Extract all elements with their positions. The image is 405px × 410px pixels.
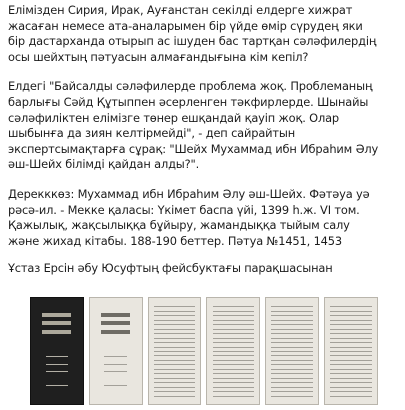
text-line: [271, 333, 312, 334]
text-line: [154, 306, 195, 307]
text-line: [271, 315, 312, 316]
text-line: [154, 347, 195, 348]
text-line: [213, 338, 254, 339]
text-line: [213, 351, 254, 352]
text-line: [271, 311, 312, 312]
text-line: [154, 338, 195, 339]
fatwa-page-3-image[interactable]: [265, 297, 319, 405]
post-paragraph-3: Дерекккөз: Мухаммад ибн Ибраһим Әлу әш-Шейх. Фәтәуа уә рәсә-ил. - Мекке қаласы: Үкімет баспа үйі, 1399 h.ж. VI том. Қажылық, жақсылыққа бұйыру, жамандыққа тыйым салу және жихад кітабы. 188-190 беттер. Пәтуа №1451, 1453: [8, 186, 370, 248]
book-cover-image[interactable]: [30, 297, 84, 405]
text-line: [154, 311, 195, 312]
fatwa-page-1-image[interactable]: [148, 297, 202, 405]
text-line: [271, 391, 312, 392]
text-line: [213, 324, 254, 325]
text-line: [213, 360, 254, 361]
text-line: [330, 355, 371, 356]
text-line: [213, 333, 254, 334]
text-line: [154, 373, 195, 374]
text-line: [330, 306, 371, 307]
text-line: [213, 329, 254, 330]
text-line: [271, 306, 312, 307]
text-line: [213, 311, 254, 312]
text-line: [154, 391, 195, 392]
text-line: [213, 347, 254, 348]
text-line: [213, 364, 254, 365]
title-marking: [42, 330, 71, 334]
text-line: [46, 385, 69, 386]
text-line: [271, 360, 312, 361]
text-line: [213, 396, 254, 397]
title-marking: [101, 313, 130, 317]
paragraph-spacer: [8, 249, 400, 261]
text-line: [46, 371, 69, 372]
text-line: [330, 396, 371, 397]
text-line: [213, 342, 254, 343]
text-line: [154, 329, 195, 330]
text-line: [154, 333, 195, 334]
fatwa-page-2-image[interactable]: [206, 297, 260, 405]
text-line: [330, 329, 371, 330]
title-marking: [101, 330, 130, 334]
text-line: [271, 351, 312, 352]
text-line: [213, 373, 254, 374]
text-line: [271, 329, 312, 330]
text-line: [271, 347, 312, 348]
text-line: [271, 396, 312, 397]
text-line: [154, 382, 195, 383]
text-line: [271, 320, 312, 321]
text-line: [154, 324, 195, 325]
text-line: [330, 338, 371, 339]
text-line: [271, 338, 312, 339]
text-line: [330, 391, 371, 392]
text-line: [271, 387, 312, 388]
text-line: [154, 360, 195, 361]
text-line: [154, 320, 195, 321]
text-line: [46, 356, 69, 357]
text-line: [213, 315, 254, 316]
text-line: [330, 382, 371, 383]
title-marking: [101, 321, 130, 325]
text-line: [154, 378, 195, 379]
text-line: [271, 355, 312, 356]
text-line: [213, 387, 254, 388]
text-line: [271, 324, 312, 325]
text-line: [330, 369, 371, 370]
text-line: [154, 369, 195, 370]
text-line: [104, 356, 127, 357]
title-marking: [42, 313, 71, 317]
text-line: [330, 351, 371, 352]
text-line: [154, 315, 195, 316]
text-line: [154, 396, 195, 397]
post-paragraph-2: Елдегі "Байсалды сәләфилерде проблема жоқ. Проблеманың барлығы Сәйд Құтыппен әсерленген тәкфирлерде. Шынайы сәләфиліктен елімізге төнер ешқандай қауіп жоқ. Олар шыбынға да зиян келтірмейді", - деп сайрайтын экспертсымақтарға сұрақ: "Шейх Мухаммад ибн Ибраһим Әлу әш-Шейх білімді қайдан алды?".: [8, 79, 379, 172]
text-line: [213, 369, 254, 370]
post-credit: Ұстаз Ерсін әбу Юсуфтың фейсбуктағы парақшасынан: [8, 261, 333, 276]
text-line: [271, 382, 312, 383]
text-line: [104, 385, 127, 386]
text-line: [154, 342, 195, 343]
title-marking: [42, 321, 71, 325]
text-line: [271, 373, 312, 374]
post-body: [8, 3, 400, 277]
paragraph-spacer: [8, 173, 400, 187]
text-line: [330, 320, 371, 321]
text-line: [213, 391, 254, 392]
text-line: [271, 342, 312, 343]
text-line: [271, 378, 312, 379]
text-line: [46, 364, 69, 365]
text-line: [330, 378, 371, 379]
text-line: [271, 364, 312, 365]
text-line: [330, 315, 371, 316]
text-line: [330, 311, 371, 312]
text-line: [330, 364, 371, 365]
text-line: [330, 342, 371, 343]
text-line: [104, 371, 127, 372]
image-gallery: [30, 297, 378, 405]
paragraph-spacer: [8, 65, 400, 79]
fatwa-page-4-image[interactable]: [324, 297, 378, 405]
text-line: [213, 355, 254, 356]
text-line: [213, 378, 254, 379]
title-page-image[interactable]: [89, 297, 143, 405]
text-line: [330, 333, 371, 334]
text-line: [104, 364, 127, 365]
text-line: [154, 351, 195, 352]
text-line: [330, 324, 371, 325]
text-line: [213, 306, 254, 307]
text-line: [213, 320, 254, 321]
text-line: [330, 360, 371, 361]
text-line: [271, 369, 312, 370]
text-line: [330, 373, 371, 374]
text-line: [330, 347, 371, 348]
text-line: [213, 382, 254, 383]
text-line: [154, 387, 195, 388]
post-paragraph-1: Елімізден Сирия, Ирак, Ауғанстан секілді елдерге хижрат жасаған немесе ата-аналарымен бір үйде өмір сүрудең яки бір дастарханда отырып ас ішуден бас тартқан сәләфилердің осы шейхтың пәтуасын алмағандығына кім кепіл?: [8, 3, 377, 64]
text-line: [330, 387, 371, 388]
text-line: [154, 355, 195, 356]
text-line: [154, 364, 195, 365]
